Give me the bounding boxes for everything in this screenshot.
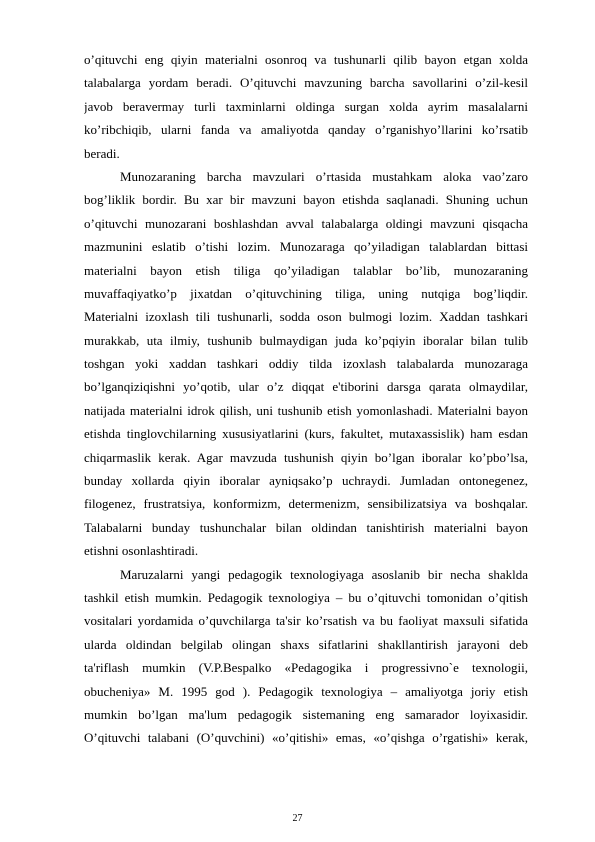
text-line: talabalarga yordam beradi. O’qituvchi mavzuning barcha savollarini o’zil-kesil xyxy=(84,75,528,91)
text-line: ko’ribchiqib, ularni fanda va amaliyotda qanday o’rganishyo’llarini ko’rsatib xyxy=(84,122,528,138)
text-line: Materialni izoxlash tili tushunarli, sodda oson bulmogi lozim. Xaddan tashkari xyxy=(84,309,528,325)
text-line: vositalari yordamida o’quvchilarga ta'sir ko’rsatish va bu faoliyat maxsuli sifatida xyxy=(84,613,528,629)
text-line: tashkil etish mumkin. Pedagogik texnologiya – bu o’qituvchi tomonidan o’qitish xyxy=(84,589,528,605)
text-line: bo’lganqiziqishni yo’qotib, ular o’z diqqat e'tiborini darsga qarata olmaydilar, xyxy=(84,379,528,395)
text-line: ta'riflash mumkin (V.P.Bespalko «Pedagogika i progressivno`e texnologii, xyxy=(84,660,528,676)
text-line: muvaffaqiyatko’p jixatdan o’qituvchining tiliga, uning nutqiga bog’liqdir. xyxy=(84,285,528,301)
text-line: bunday xollarda qiyin iboralar ayniqsako’p uchraydi. Jumladan ontonegenez, xyxy=(84,473,528,489)
text-line: toshgan yoki xaddan tashkari oddiy tilda izoxlash talabalarda munozaraga xyxy=(84,356,528,372)
text-line: natijada materialni idrok qilish, uni tushunib etish yomonlashadi. Materialni bayon xyxy=(84,402,528,418)
text-line: filogenez, frustratsiya, konformizm, determenizm, sensibilizatsiya va boshqalar. xyxy=(84,496,528,512)
text-line: chiqarmaslik kerak. Agar mavzuda tushunish qiyin bo’lgan iboralar ko’pbo’lsa, xyxy=(84,449,528,465)
text-line: obucheniya» M. 1995 god ). Pedagogik texnologiya – amaliyotga joriy etish xyxy=(84,683,528,699)
text-line: materialni bayon etish tiliga qo’yiladigan talablar bo’lib, munozaraning xyxy=(84,262,528,278)
paragraph-start-line: Munozaraning barcha mavzulari o’rtasida mustahkam aloka vao’zaro xyxy=(120,168,528,184)
text-line: ularda oldindan belgilab olingan shaxs sifatlarini shakllantirish jarayoni deb xyxy=(84,636,528,652)
text-line: mazmunini eslatib o’tishi lozim. Munozaraga qo’yiladigan talablardan bittasi xyxy=(84,239,528,255)
text-line: etishni osonlashtiradi. xyxy=(84,543,199,559)
document-body xyxy=(84,48,528,750)
text-line: murakkab, uta ilmiy, tushunib bulmaydigan juda ko’pqiyin iboralar bilan tulib xyxy=(84,332,528,348)
paragraph-start-line: Maruzalarni yangi pedagogik texnologiyaga asoslanib bir necha shaklda xyxy=(120,566,528,582)
text-line: o’qituvchi eng qiyin materialni osonroq va tushunarli qilib bayon etgan xolda xyxy=(84,52,528,67)
text-line: O’qituvchi talabani (O’quvchini) «o’qitishi» emas, «o’qishga o’rgatishi» kerak, xyxy=(84,730,528,746)
text-line: beradi. xyxy=(84,145,120,161)
text-line: bog’liklik bordir. Bu xar bir mavzuni bayon etishda saqlanadi. Shuning uchun xyxy=(84,192,528,208)
text-line: etishda tinglovchilarning xususiyatlarini (kurs, fakultet, mutaxassislik) ham esdan xyxy=(84,426,528,442)
text-line: mumkin bo’lgan ma'lum pedagogik sistemaning eng samarador loyixasidir. xyxy=(84,706,528,722)
text-line: javob beravermay turli taxminlarni oldinga surgan xolda ayrim masalalarni xyxy=(84,98,528,114)
text-line: o’qituvchi munozarani boshlashdan avval talabalarga oldingi mavzuni qisqacha xyxy=(84,215,528,231)
page-number: 27 xyxy=(292,813,303,824)
text-line: Talabalarni bunday tushunchalar bilan oldindan tanishtirish materialni bayon xyxy=(84,519,528,535)
